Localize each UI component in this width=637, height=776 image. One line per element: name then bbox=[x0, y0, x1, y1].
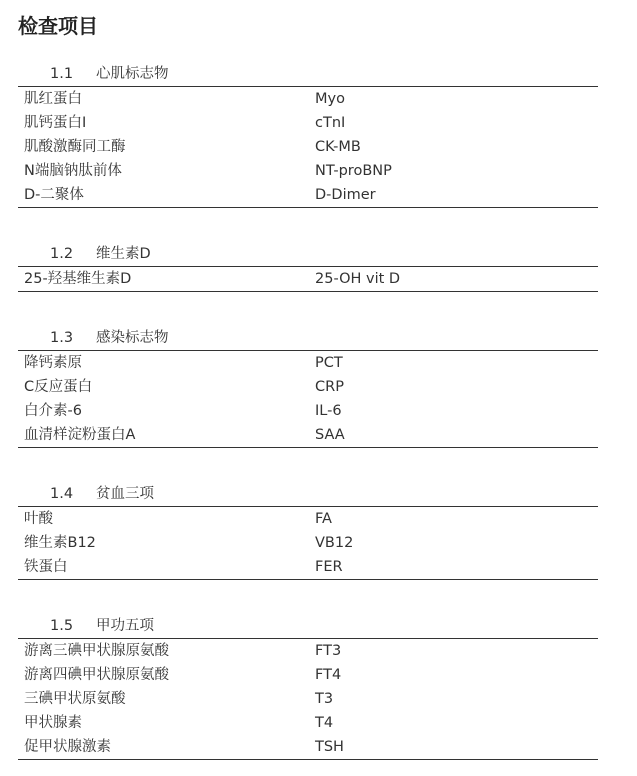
section-header bbox=[18, 326, 598, 351]
section-number: 1.1 bbox=[50, 66, 74, 82]
table-row bbox=[18, 555, 598, 580]
item-chinese-name: D-二聚体 bbox=[24, 187, 84, 203]
item-chinese-name: 铁蛋白 bbox=[24, 559, 68, 575]
table-row bbox=[18, 639, 598, 663]
table-row bbox=[18, 507, 598, 531]
page-title: 检查项目 bbox=[18, 14, 98, 38]
item-chinese-name: N端脑钠肽前体 bbox=[24, 163, 122, 179]
section-number: 1.3 bbox=[50, 330, 74, 346]
section-header bbox=[18, 62, 598, 87]
item-chinese-name: 25-羟基维生素D bbox=[24, 271, 132, 287]
table-row bbox=[18, 135, 598, 159]
section-header bbox=[18, 482, 598, 507]
item-chinese-name: 三碘甲状原氨酸 bbox=[24, 691, 126, 707]
section-name: 感染标志物 bbox=[96, 330, 169, 346]
item-abbreviation: cTnI bbox=[315, 115, 346, 131]
section-name: 贫血三项 bbox=[96, 486, 154, 502]
item-abbreviation: PCT bbox=[315, 355, 343, 371]
item-chinese-name: 游离三碘甲状腺原氨酸 bbox=[24, 643, 169, 659]
item-abbreviation: CK-MB bbox=[315, 139, 361, 155]
section-number: 1.4 bbox=[50, 486, 74, 502]
item-chinese-name: C反应蛋白 bbox=[24, 379, 93, 395]
item-abbreviation: VB12 bbox=[315, 535, 354, 551]
section-header bbox=[18, 242, 598, 267]
table-row bbox=[18, 267, 598, 292]
item-abbreviation: T3 bbox=[315, 691, 334, 707]
item-abbreviation: NT-proBNP bbox=[315, 163, 392, 179]
section-thyroid-panel bbox=[18, 614, 598, 760]
section-cardiac-markers bbox=[18, 62, 598, 208]
item-abbreviation: 25-OH vit D bbox=[315, 271, 401, 287]
table-row bbox=[18, 111, 598, 135]
item-chinese-name: 促甲状腺激素 bbox=[24, 739, 111, 755]
table-row bbox=[18, 711, 598, 735]
item-abbreviation: D-Dimer bbox=[315, 187, 376, 203]
item-chinese-name: 肌红蛋白 bbox=[24, 91, 82, 107]
section-name: 心肌标志物 bbox=[96, 66, 169, 82]
section-vitamin-d bbox=[18, 242, 598, 292]
item-abbreviation: IL-6 bbox=[315, 403, 342, 419]
table-row bbox=[18, 663, 598, 687]
item-chinese-name: 维生素B12 bbox=[24, 535, 96, 551]
table-row bbox=[18, 735, 598, 760]
item-chinese-name: 降钙素原 bbox=[24, 355, 82, 371]
table-row bbox=[18, 159, 598, 183]
item-chinese-name: 白介素-6 bbox=[24, 403, 82, 419]
section-anemia-panel bbox=[18, 482, 598, 580]
table-row bbox=[18, 351, 598, 375]
item-chinese-name: 肌酸激酶同工酶 bbox=[24, 139, 126, 155]
table-row bbox=[18, 87, 598, 111]
table-row bbox=[18, 399, 598, 423]
table-row bbox=[18, 423, 598, 448]
section-number: 1.5 bbox=[50, 618, 74, 634]
item-abbreviation: CRP bbox=[315, 379, 344, 395]
section-name: 甲功五项 bbox=[96, 618, 154, 634]
section-infection-markers bbox=[18, 326, 598, 448]
section-header bbox=[18, 614, 598, 639]
table-row bbox=[18, 183, 598, 208]
item-abbreviation: Myo bbox=[315, 91, 345, 107]
table-row bbox=[18, 531, 598, 555]
item-abbreviation: FT3 bbox=[315, 643, 342, 659]
item-abbreviation: TSH bbox=[315, 739, 344, 755]
item-chinese-name: 叶酸 bbox=[24, 511, 53, 527]
table-row bbox=[18, 375, 598, 399]
item-chinese-name: 血清样淀粉蛋白A bbox=[24, 427, 136, 443]
item-abbreviation: FER bbox=[315, 559, 343, 575]
section-number: 1.2 bbox=[50, 246, 74, 262]
item-chinese-name: 肌钙蛋白I bbox=[24, 115, 87, 131]
section-name: 维生素D bbox=[96, 246, 151, 262]
item-abbreviation: T4 bbox=[315, 715, 334, 731]
item-chinese-name: 甲状腺素 bbox=[24, 715, 82, 731]
item-abbreviation: SAA bbox=[315, 427, 345, 443]
item-chinese-name: 游离四碘甲状腺原氨酸 bbox=[24, 667, 169, 683]
item-abbreviation: FT4 bbox=[315, 667, 342, 683]
table-row bbox=[18, 687, 598, 711]
item-abbreviation: FA bbox=[315, 511, 332, 527]
